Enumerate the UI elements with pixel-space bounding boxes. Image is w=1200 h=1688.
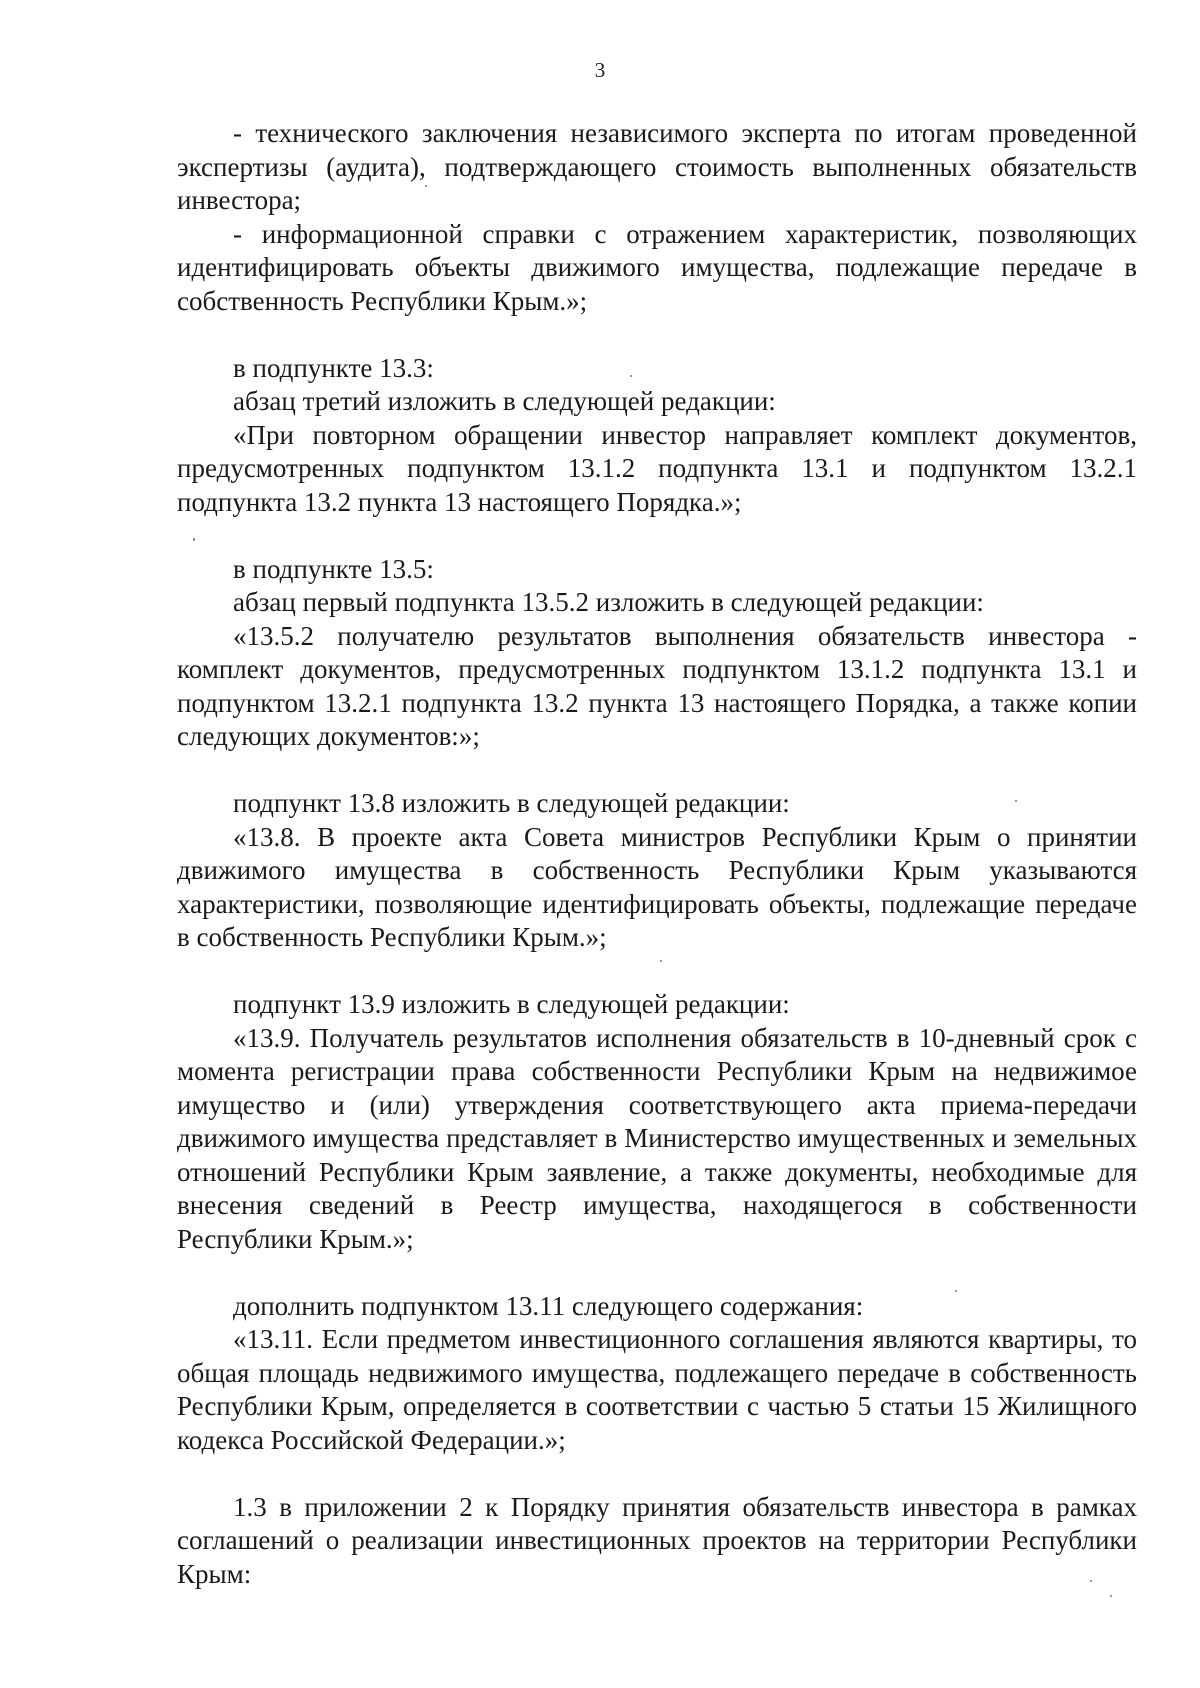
paragraph-subitem-13-8: подпункт 13.8 изложить в следующей редакции: [233,788,790,818]
paragraph-13-9-text: «13.9. Получатель результатов исполнения обязательств в 10-дневный срок с момента регистрации права собственности Республики Крым на недвижимое имущество и (или) утверждения соответствующего акта приема-передачи движимого имущества представляет в Министерство имущественных и земельных отношений Республики Крым заявление, а также документы, необходимые для внесения сведений в Реестр имущества, находящегося в собственности Республики Крым.»; [177,1022,1137,1254]
scan-speck [660,960,662,962]
page-number: 3 [594,58,606,82]
paragraph-subitem-13-5: в подпункте 13.5: [233,553,434,584]
paragraph-subitem-13-9: подпункт 13.9 изложить в следующей редакции: [233,989,790,1019]
scan-speck [955,1290,957,1292]
paragraph-add-13-11: дополнить подпунктом 13.11 следующего содержания: [233,1290,864,1321]
paragraph-13-8-text: «13.8. В проекте акта Совета министров Республики Крым о принятии движимого имущества в собственность Республики Крым указываются характеристики, позволяющие идентифицировать объекты, подлежащие передаче в собственность Республики Крым.»; [177,821,1137,952]
scan-speck [1110,1595,1112,1597]
scan-speck [630,375,632,377]
paragraph-expert-conclusion: - технического заключения независимого эксперта по итогам проведенной экспертизы (аудита), подтверждающего стоимость выполненных обязательств инвестора; [177,118,1137,215]
paragraph-subitem-13-3: в подпункте 13.3: [233,352,434,383]
paragraph-info-reference: - информационной справки с отражением характеристик, позволяющих идентифицировать объекты движимого имущества, подлежащие передаче в собственность Республики Крым.»; [177,218,1137,316]
scan-speck [425,185,427,187]
paragraph-13-11-text: «13.11. Если предметом инвестиционного соглашения являются квартиры, то общая площадь недвижимого имущества, подлежащего передаче в собственность Республики Крым, определяется в соответствии с частью 5 статьи 15 Жилищного кодекса Российской Федерации.»; [177,1324,1137,1455]
paragraph-item-1-3: 1.3 в приложении 2 к Порядку принятия обязательств инвестора в рамках соглашений о реализации инвестиционных проектов на территории Республики Крым: [177,1491,1137,1589]
paragraph-first-abzac-13-5-2: абзац первый подпункта 13.5.2 изложить в следующей редакции: [233,587,984,617]
scan-speck [1090,1580,1092,1582]
scan-speck [1015,800,1017,802]
scan-speck [193,538,195,541]
document-body [177,117,1137,1591]
paragraph-third-abzac: абзац третий изложить в следующей редакции: [233,386,776,416]
paragraph-repeat-request: «При повторном обращении инвестор направляет комплект документов, предусмотренных подпунктом 13.1.2 подпункта 13.1 и подпунктом 13.2.1 подпункта 13.2 пункта 13 настоящего Порядка.»; [177,419,1137,517]
paragraph-13-5-2-text: «13.5.2 получателю результатов выполнения обязательств инвестора - комплект документов, предусмотренных подпунктом 13.1.2 подпункта 13.1 и подпунктом 13.2.1 подпункта 13.2 пункта 13 настоящего Порядка, а также копии следующих документов:»; [177,620,1137,751]
